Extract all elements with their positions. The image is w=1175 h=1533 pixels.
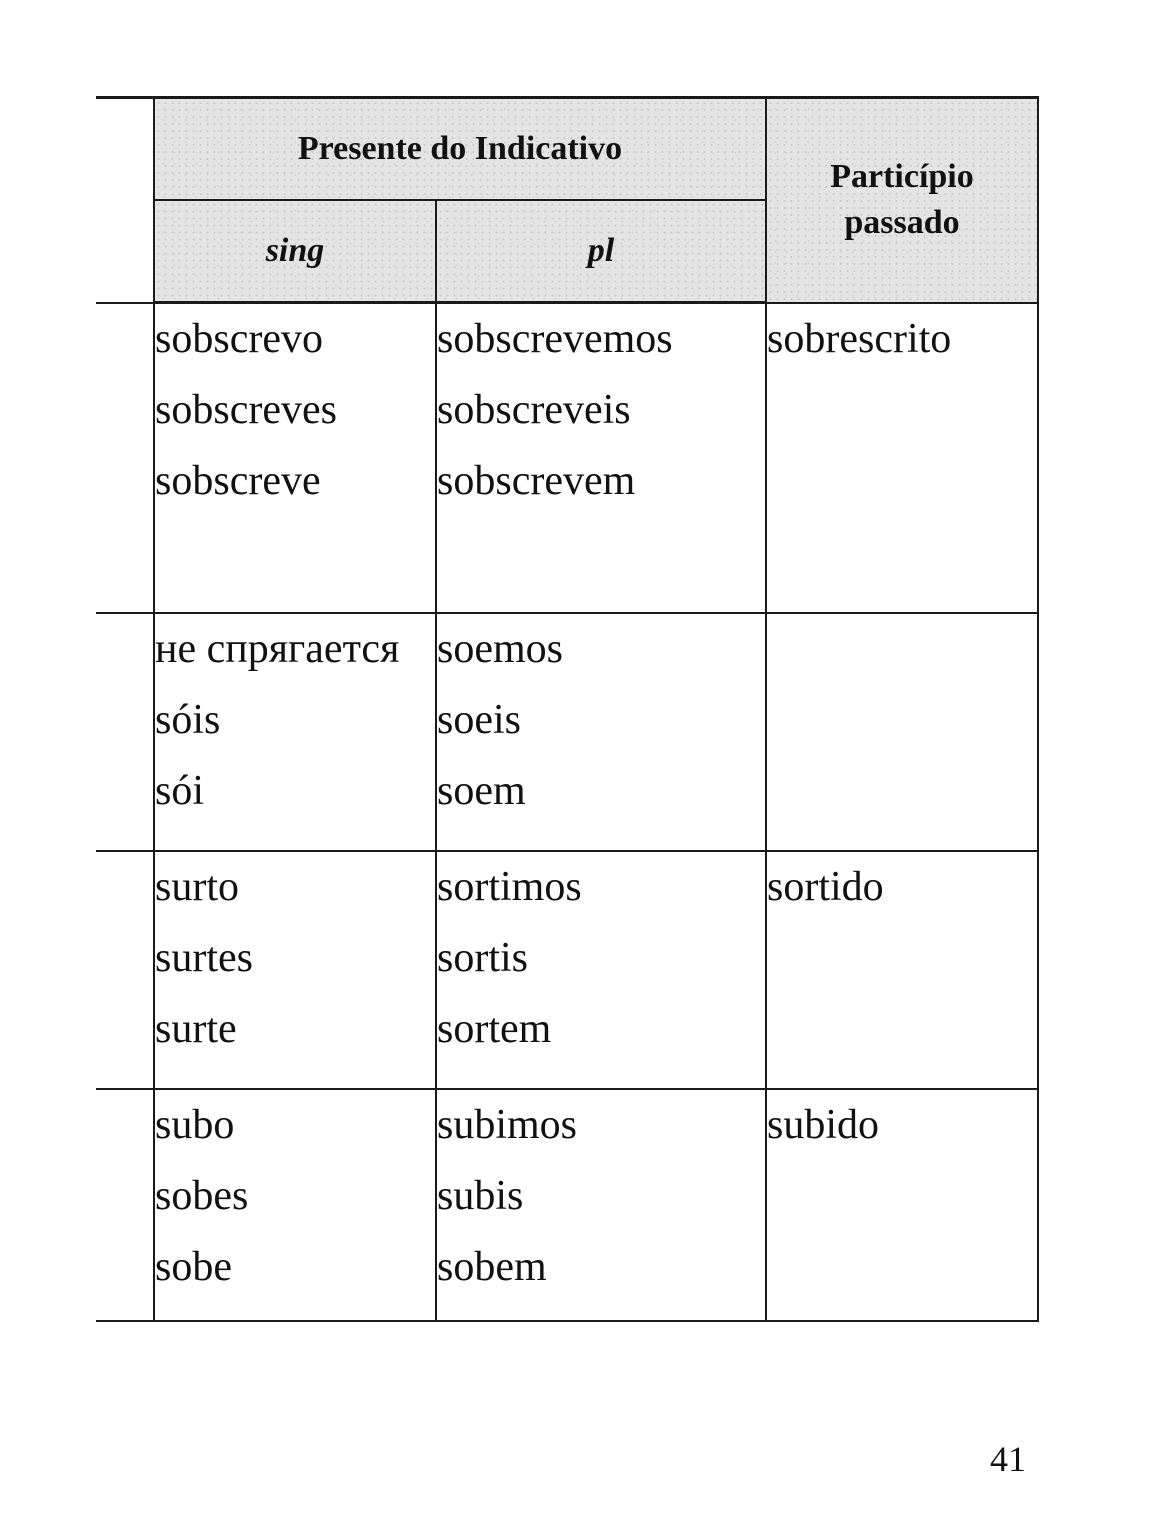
margin-cell xyxy=(96,1089,154,1321)
participio-cell xyxy=(766,851,1038,1089)
sing-form: sói xyxy=(155,768,205,814)
margin-cell xyxy=(96,851,154,1089)
participio-header-line2: passado xyxy=(844,204,960,242)
participio-form: sobrescrito xyxy=(767,315,952,362)
pl-cell xyxy=(436,1089,766,1321)
sing-form: sóis xyxy=(155,697,221,743)
presente-header: Presente do Indicativo xyxy=(154,98,766,201)
participio-header xyxy=(766,98,1038,303)
sing-form: sobes xyxy=(155,1173,249,1219)
sing-form: не спрягается xyxy=(155,626,400,672)
sing-form: sobe xyxy=(155,1244,232,1290)
participio-form: sortido xyxy=(767,864,884,910)
pl-cell xyxy=(436,851,766,1089)
pl-form: soem xyxy=(437,768,526,814)
pl-form: sobscreveis xyxy=(437,387,631,433)
pl-form: soeis xyxy=(437,697,521,743)
pl-form: sobscrevem xyxy=(437,458,636,504)
participio-cell xyxy=(766,613,1038,851)
margin-cell xyxy=(96,613,154,851)
table-row xyxy=(96,303,1038,614)
margin-cell xyxy=(96,303,154,614)
table-row xyxy=(96,1089,1038,1321)
margin-header-cell xyxy=(96,98,154,303)
sing-form: sobscreve xyxy=(155,458,321,504)
sing-cell xyxy=(154,1089,436,1321)
sing-form: surtes xyxy=(155,935,253,981)
sing-form: subo xyxy=(155,1102,235,1148)
participio-cell xyxy=(766,1089,1038,1321)
sing-cell xyxy=(154,613,436,851)
pl-cell xyxy=(436,303,766,614)
participio-cell xyxy=(766,303,1038,614)
sing-form: sobscrevo xyxy=(155,316,323,362)
pl-form: subimos xyxy=(437,1102,578,1148)
participio-form: subido xyxy=(767,1102,880,1148)
pl-form: soemos xyxy=(437,626,563,672)
pl-cell xyxy=(436,613,766,851)
pl-form: sobem xyxy=(437,1244,547,1290)
pl-form: sortimos xyxy=(437,864,582,910)
pl-form: sobscrevemos xyxy=(437,316,673,362)
participio-header-line1: Particípio xyxy=(830,158,974,196)
sing-form: surte xyxy=(155,1006,237,1052)
table-row xyxy=(96,613,1038,851)
pl-form: subis xyxy=(437,1173,524,1219)
page-number: 41 xyxy=(990,1439,1026,1479)
sing-form: surto xyxy=(155,864,239,910)
conjugation-table xyxy=(96,96,1039,1322)
sing-header: sing xyxy=(154,200,436,303)
pl-header: pl xyxy=(436,200,766,303)
pl-form: sortis xyxy=(437,935,529,981)
sing-form: sobscreves xyxy=(155,387,337,433)
sing-cell xyxy=(154,303,436,614)
table-row xyxy=(96,851,1038,1089)
pl-form: sortem xyxy=(437,1006,552,1052)
sing-cell xyxy=(154,851,436,1089)
